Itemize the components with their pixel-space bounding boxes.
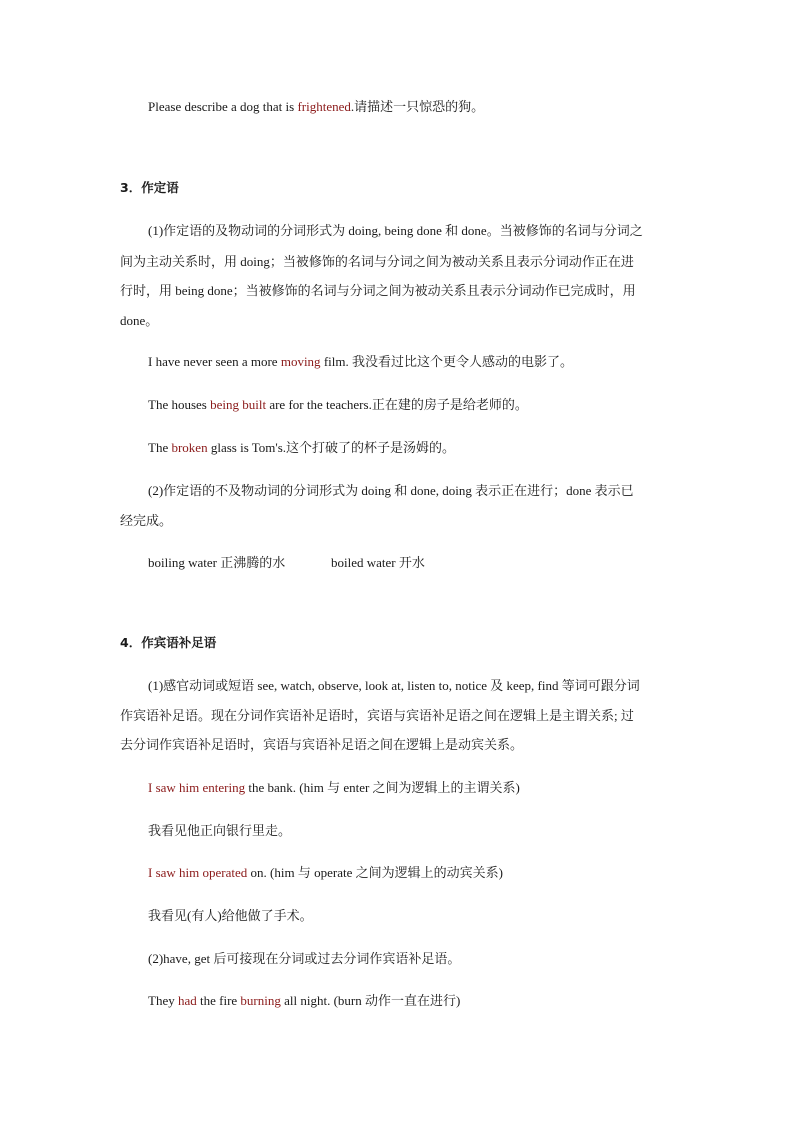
- example-text: are for the teachers.正在建的房子是给老师的。: [266, 397, 528, 412]
- highlighted-word: I saw him: [148, 865, 203, 880]
- example-text: Please describe a dog that is: [148, 99, 298, 114]
- paragraph-line: 经完成。: [120, 513, 173, 528]
- example-text: The: [148, 440, 172, 455]
- highlighted-word: I saw him: [148, 780, 203, 795]
- example-entering: [148, 779, 520, 797]
- example-text: film. 我没看过比这个更令人感动的电影了。: [320, 354, 573, 369]
- paragraph-line: (1)感官动词或短语 see, watch, observe, look at, listen to, notice 及 keep, find 等词可跟分词: [148, 678, 640, 693]
- example-text: on. (him 与 operate 之间为逻辑上的动宾关系): [247, 865, 503, 880]
- example-frightened: [148, 98, 484, 116]
- paragraph-line: (2)作定语的不及物动词的分词形式为 doing 和 done, doing 表示正在进行；done 表示已: [148, 483, 634, 498]
- section-heading-object-complement: 4．作宾语补足语: [120, 635, 217, 650]
- highlighted-word: being built: [210, 397, 267, 412]
- paragraph-line: 行时，用 being done；当被修饰的名词与分词之间为被动关系且表示分词动作已完成时，用: [120, 283, 636, 298]
- section-heading-attributive: 3．作定语: [120, 180, 179, 195]
- highlighted-word: broken: [171, 440, 208, 455]
- highlighted-word: moving: [280, 354, 321, 369]
- example-broken: [148, 439, 455, 457]
- example-text: glass is Tom's.这个打破了的杯子是汤姆的。: [207, 440, 456, 455]
- highlighted-word: entering: [202, 780, 246, 795]
- example-operated: [148, 864, 503, 882]
- paragraph-line: done。: [120, 313, 159, 328]
- example-burning: [148, 992, 460, 1010]
- example-text: The houses: [148, 397, 211, 412]
- example-being-built: [148, 396, 528, 414]
- example-text: the fire: [196, 993, 241, 1008]
- translation-line: 我看见他正向银行里走。: [148, 823, 292, 838]
- translation-line: 我看见(有人)给他做了手术。: [148, 908, 313, 923]
- example-text: .请描述一只惊恐的狗。: [350, 99, 485, 114]
- paragraph-line: 间为主动关系时，用 doing；当被修饰的名词与分词之间为被动关系且表示分词动作正在进: [120, 254, 634, 269]
- example-text: the bank. (him 与 enter 之间为逻辑上的主谓关系): [245, 780, 520, 795]
- highlighted-word: burning: [240, 993, 281, 1008]
- highlighted-word: frightened: [297, 99, 351, 114]
- paragraph-line: (1)作定语的及物动词的分词形式为 doing, being done 和 done。当被修饰的名词与分词之: [148, 223, 643, 238]
- example-text: I have never seen a more: [148, 354, 281, 369]
- highlighted-word: had: [177, 993, 197, 1008]
- paragraph-line: 去分词作宾语补足语时，宾语与宾语补足语之间在逻辑上是动宾关系。: [120, 737, 524, 752]
- example-moving: [148, 353, 573, 371]
- example-boiling: boiling water 正沸腾的水: [148, 555, 286, 570]
- paragraph-line: (2)have, get 后可接现在分词或过去分词作宾语补足语。: [148, 951, 461, 966]
- paragraph-line: 作宾语补足语。现在分词作宾语补足语时，宾语与宾语补足语之间在逻辑上是主谓关系; 过: [120, 708, 634, 723]
- example-boiled: boiled water 开水: [331, 555, 425, 570]
- highlighted-word: operated: [202, 865, 248, 880]
- example-text: all night. (burn 动作一直在进行): [280, 993, 461, 1008]
- example-text: They: [148, 993, 178, 1008]
